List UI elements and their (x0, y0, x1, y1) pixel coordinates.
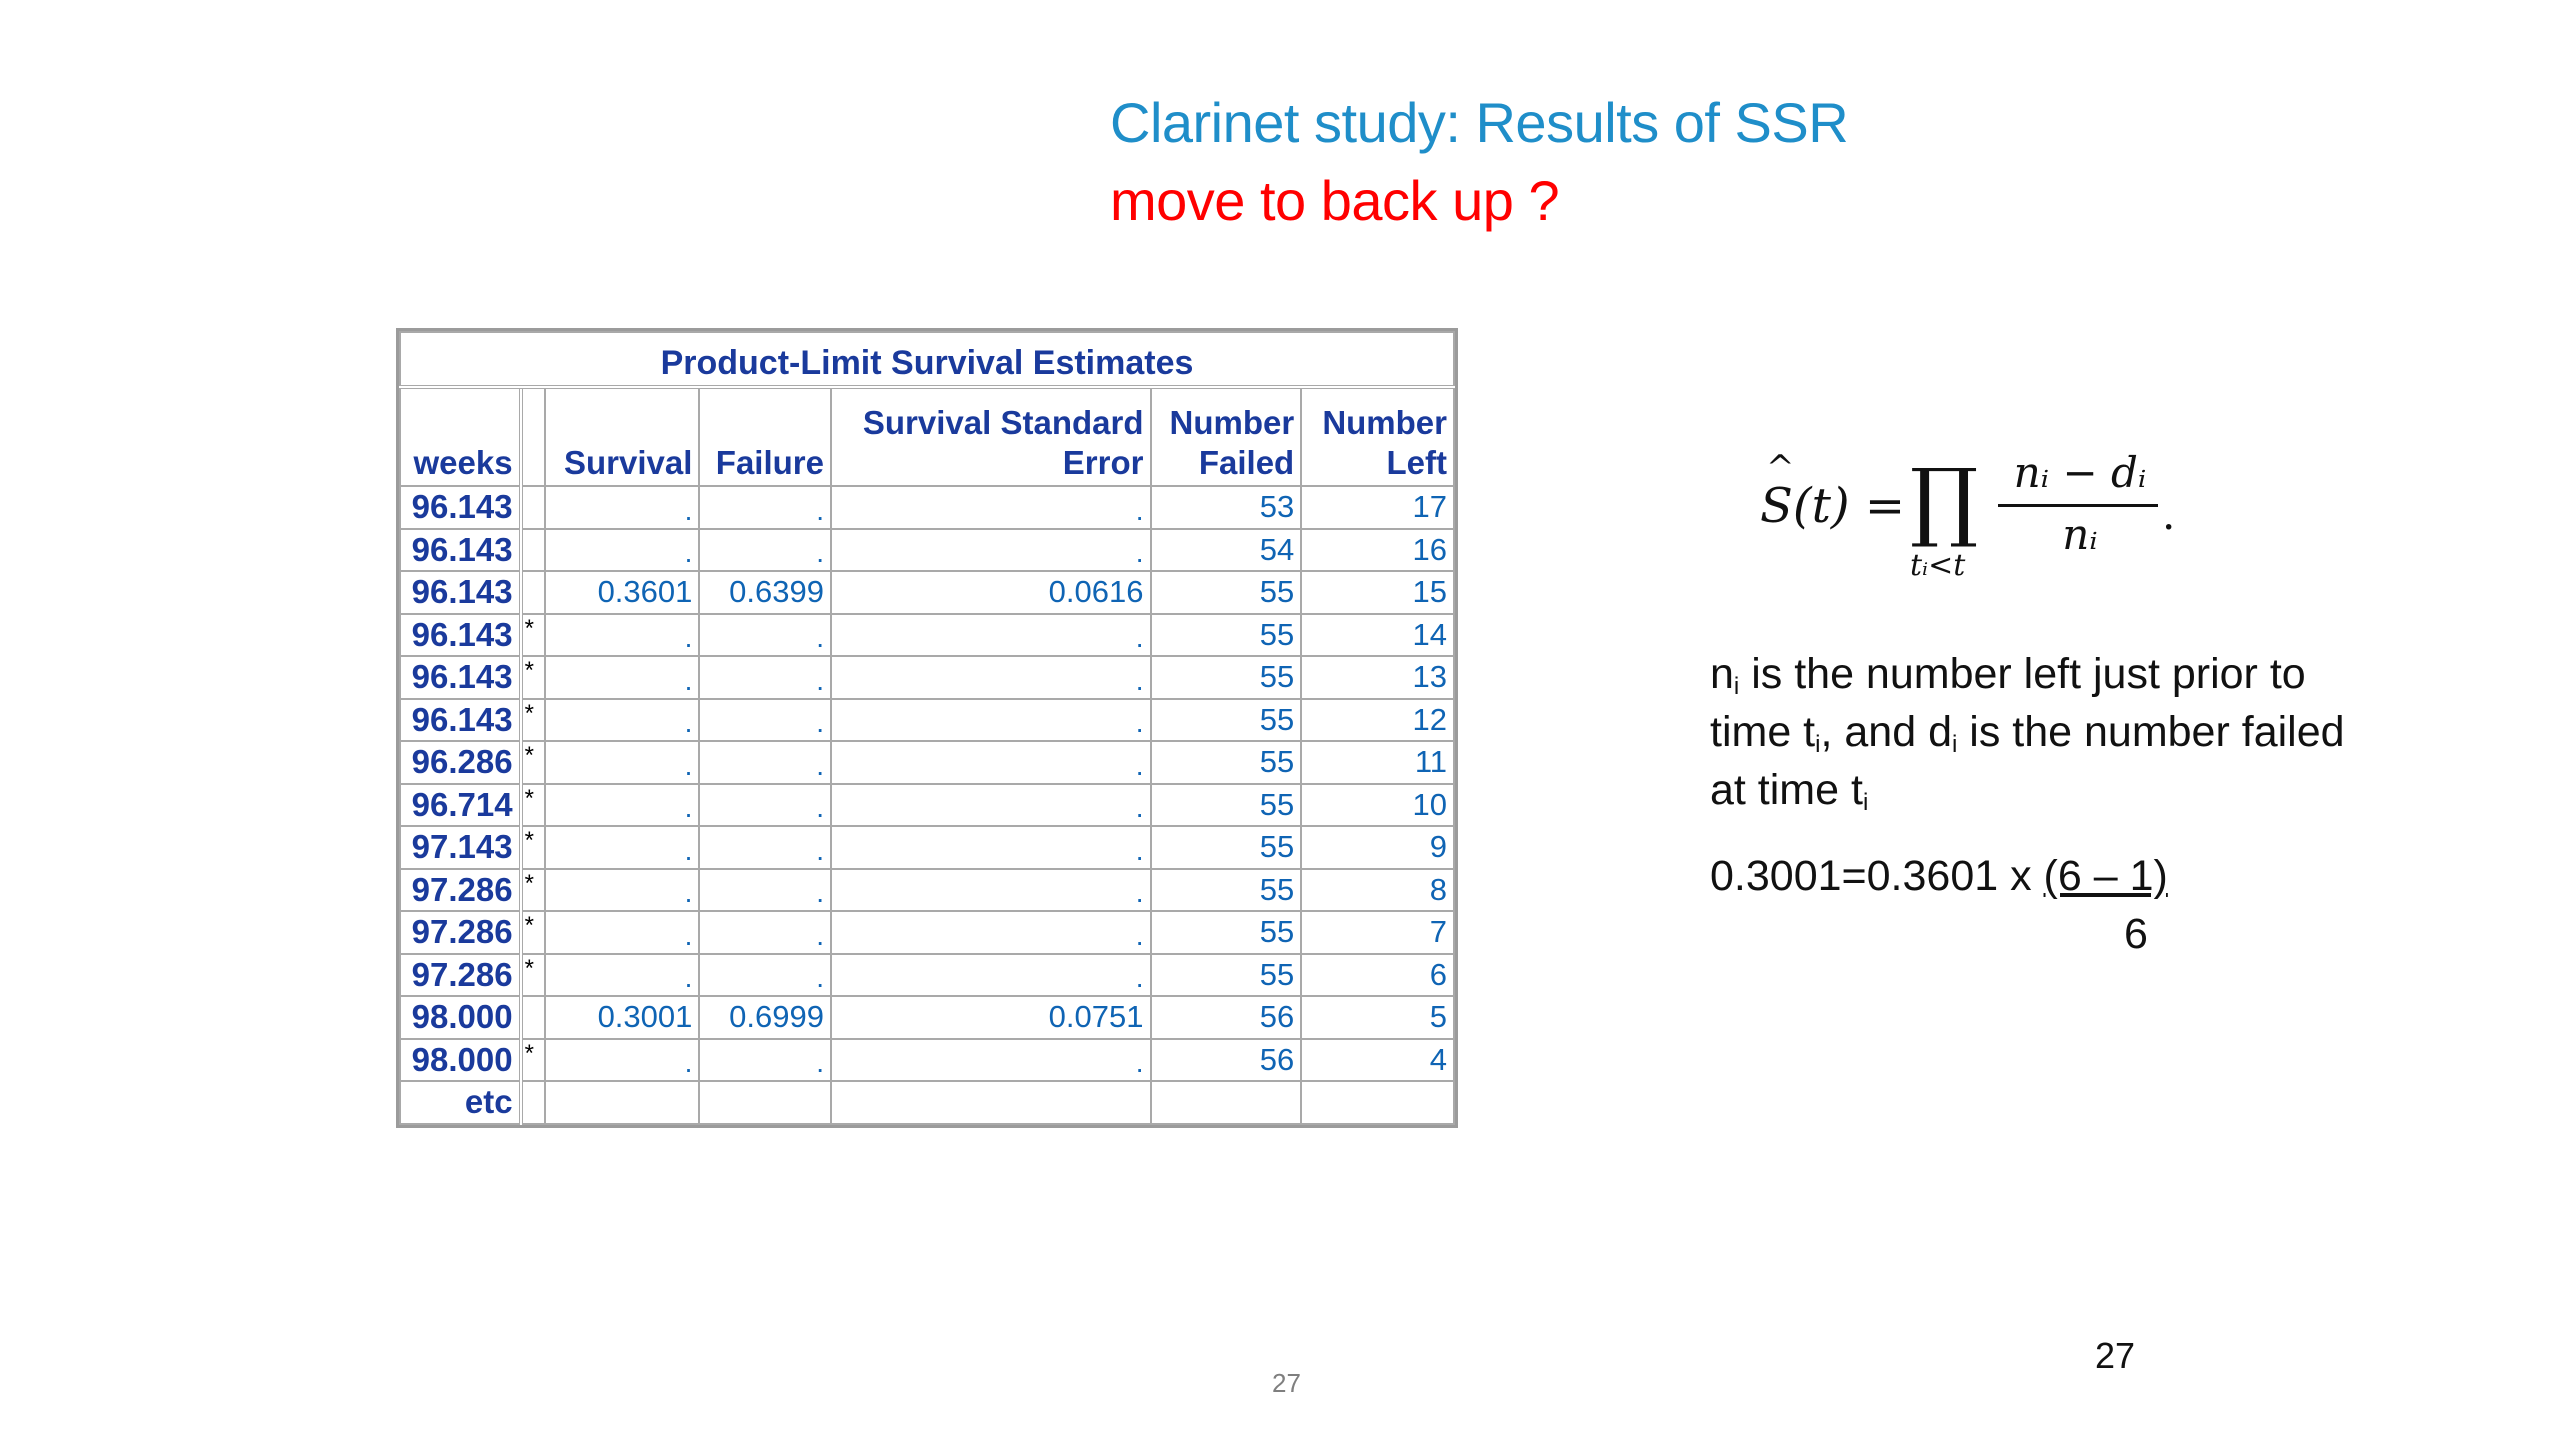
cell-weeks: 97.286 (400, 869, 521, 912)
calculation-line: 0.3001=0.3601 x (6 – 1) (1710, 852, 2168, 900)
explanation-line-3: at time $t_i$ (1710, 766, 1869, 816)
table-row (400, 911, 1454, 954)
cell-flag: * (521, 699, 545, 742)
cell-weeks: 96.143 (400, 699, 521, 742)
survival-table (396, 328, 1458, 1128)
cell-survival: . (545, 699, 700, 742)
cell-survival: . (545, 954, 700, 997)
cell-failed: 55 (1151, 699, 1302, 742)
cell-failed: 56 (1151, 996, 1302, 1039)
slide-subtitle: move to back up ? (1110, 169, 1560, 232)
cell-failed: 55 (1151, 869, 1302, 912)
table-row (400, 996, 1454, 1039)
cell-weeks: 97.286 (400, 911, 521, 954)
cell-flag (521, 1081, 545, 1124)
cell-failure: . (699, 954, 831, 997)
cell-failure: . (699, 911, 831, 954)
table-row (400, 1081, 1454, 1124)
cell-failed: 55 (1151, 954, 1302, 997)
cell-flag: * (521, 1039, 545, 1082)
cell-sse: . (831, 614, 1151, 657)
header-flag (521, 387, 545, 486)
cell-flag: * (521, 826, 545, 869)
header-number-left: Number Left (1301, 387, 1454, 486)
cell-failed: 55 (1151, 741, 1302, 784)
table-row (400, 614, 1454, 657)
cell-failure: 0.6999 (699, 996, 831, 1039)
cell-flag (521, 571, 545, 614)
cell-sse: . (831, 954, 1151, 997)
table-row (400, 826, 1454, 869)
cell-survival (545, 1081, 700, 1124)
table-row (400, 529, 1454, 572)
cell-left: 5 (1301, 996, 1454, 1039)
cell-weeks: 97.286 (400, 954, 521, 997)
cell-flag (521, 996, 545, 1039)
cell-failed: 55 (1151, 911, 1302, 954)
cell-left: 14 (1301, 614, 1454, 657)
cell-survival: 0.3001 (545, 996, 700, 1039)
table-row (400, 699, 1454, 742)
fraction-numerator: nᵢ − dᵢ (2013, 448, 2147, 497)
cell-left: 11 (1301, 741, 1454, 784)
cell-flag: * (521, 741, 545, 784)
cell-failure: . (699, 699, 831, 742)
cell-flag (521, 529, 545, 572)
cell-survival: . (545, 529, 700, 572)
cell-failed: 55 (1151, 614, 1302, 657)
product-limit-table (399, 331, 1455, 1125)
cell-left: 6 (1301, 954, 1454, 997)
fraction-bar (1998, 504, 2158, 507)
footer-page-number: 27 (1272, 1368, 1301, 1398)
table-row (400, 656, 1454, 699)
cell-weeks: etc (400, 1081, 521, 1124)
cell-failed: 55 (1151, 656, 1302, 699)
cell-survival: . (545, 486, 700, 529)
cell-sse (831, 1081, 1151, 1124)
table-row (400, 954, 1454, 997)
cell-survival: . (545, 869, 700, 912)
kaplan-meier-formula (1760, 448, 2180, 588)
cell-failed: 56 (1151, 1039, 1302, 1082)
cell-sse: 0.0616 (831, 571, 1151, 614)
cell-failure: . (699, 1039, 831, 1082)
header-survival: Survival (545, 387, 700, 486)
cell-failure: . (699, 784, 831, 827)
cell-flag: * (521, 869, 545, 912)
cell-survival: . (545, 784, 700, 827)
cell-weeks: 96.143 (400, 529, 521, 572)
cell-weeks: 96.143 (400, 656, 521, 699)
fraction-denominator: nᵢ (2062, 510, 2098, 559)
cell-flag: * (521, 614, 545, 657)
cell-failed: 55 (1151, 784, 1302, 827)
cell-sse: . (831, 784, 1151, 827)
table-row (400, 741, 1454, 784)
header-failure: Failure (699, 387, 831, 486)
cell-left: 13 (1301, 656, 1454, 699)
cell-survival: . (545, 656, 700, 699)
cell-weeks: 96.143 (400, 614, 521, 657)
cell-weeks: 97.143 (400, 826, 521, 869)
cell-sse: . (831, 741, 1151, 784)
cell-left: 16 (1301, 529, 1454, 572)
cell-sse: . (831, 869, 1151, 912)
formula-period: . (2162, 490, 2176, 539)
cell-left: 10 (1301, 784, 1454, 827)
formula-lhs: ^ S(t) = (1760, 448, 1906, 534)
cell-left: 7 (1301, 911, 1454, 954)
cell-sse: . (831, 1039, 1151, 1082)
cell-weeks: 96.143 (400, 486, 521, 529)
cell-flag: * (521, 954, 545, 997)
cell-failed (1151, 1081, 1302, 1124)
cell-failure: . (699, 614, 831, 657)
cell-failed: 54 (1151, 529, 1302, 572)
slide-page-number: 27 (2095, 1335, 2136, 1376)
cell-weeks: 96.714 (400, 784, 521, 827)
cell-left: 4 (1301, 1039, 1454, 1082)
cell-failure: 0.6399 (699, 571, 831, 614)
cell-survival: . (545, 826, 700, 869)
cell-left: 15 (1301, 571, 1454, 614)
header-weeks: weeks (400, 387, 521, 486)
explanation-line-1: $n_i$ is the number left just prior to (1710, 650, 2306, 700)
cell-weeks: 98.000 (400, 996, 521, 1039)
cell-weeks: 96.143 (400, 571, 521, 614)
cell-sse: 0.0751 (831, 996, 1151, 1039)
cell-survival: . (545, 911, 700, 954)
table-caption: Product-Limit Survival Estimates (400, 332, 1454, 387)
cell-failed: 55 (1151, 571, 1302, 614)
cell-weeks: 96.286 (400, 741, 521, 784)
cell-sse: . (831, 529, 1151, 572)
cell-left: 17 (1301, 486, 1454, 529)
cell-failure: . (699, 869, 831, 912)
product-subscript: tᵢ<t (1910, 548, 1966, 583)
table-row (400, 1039, 1454, 1082)
slide-title: Clarinet study: Results of SSR (1110, 91, 1849, 154)
calculation-numerator: (6 – 1) (2043, 852, 2168, 900)
cell-sse: . (831, 699, 1151, 742)
cell-survival: . (545, 741, 700, 784)
header-number-failed: Number Failed (1151, 387, 1302, 486)
cell-left: 9 (1301, 826, 1454, 869)
cell-left: 12 (1301, 699, 1454, 742)
table-row (400, 784, 1454, 827)
cell-flag: * (521, 656, 545, 699)
cell-survival: . (545, 1039, 700, 1082)
table-body (400, 486, 1454, 1124)
cell-survival: 0.3601 (545, 571, 700, 614)
cell-flag (521, 486, 545, 529)
cell-sse: . (831, 656, 1151, 699)
cell-sse: . (831, 486, 1151, 529)
calculation-denominator: 6 (2124, 910, 2148, 958)
cell-left: 8 (1301, 869, 1454, 912)
cell-sse: . (831, 911, 1151, 954)
header-survival-standard-error: Survival Standard Error (831, 387, 1151, 486)
cell-failure: . (699, 826, 831, 869)
cell-failure (699, 1081, 831, 1124)
explanation-line-2: time $t_i$, and $d_i$ is the number failed (1710, 708, 2345, 758)
cell-failure: . (699, 656, 831, 699)
cell-flag: * (521, 784, 545, 827)
table-row (400, 571, 1454, 614)
product-symbol: ∏ (1910, 451, 1979, 551)
cell-sse: . (831, 826, 1151, 869)
cell-failed: 55 (1151, 826, 1302, 869)
cell-survival: . (545, 614, 700, 657)
cell-failure: . (699, 529, 831, 572)
table-row (400, 486, 1454, 529)
cell-weeks: 98.000 (400, 1039, 521, 1082)
cell-flag: * (521, 911, 545, 954)
cell-failed: 53 (1151, 486, 1302, 529)
table-row (400, 869, 1454, 912)
cell-failure: . (699, 741, 831, 784)
cell-failure: . (699, 486, 831, 529)
cell-left (1301, 1081, 1454, 1124)
